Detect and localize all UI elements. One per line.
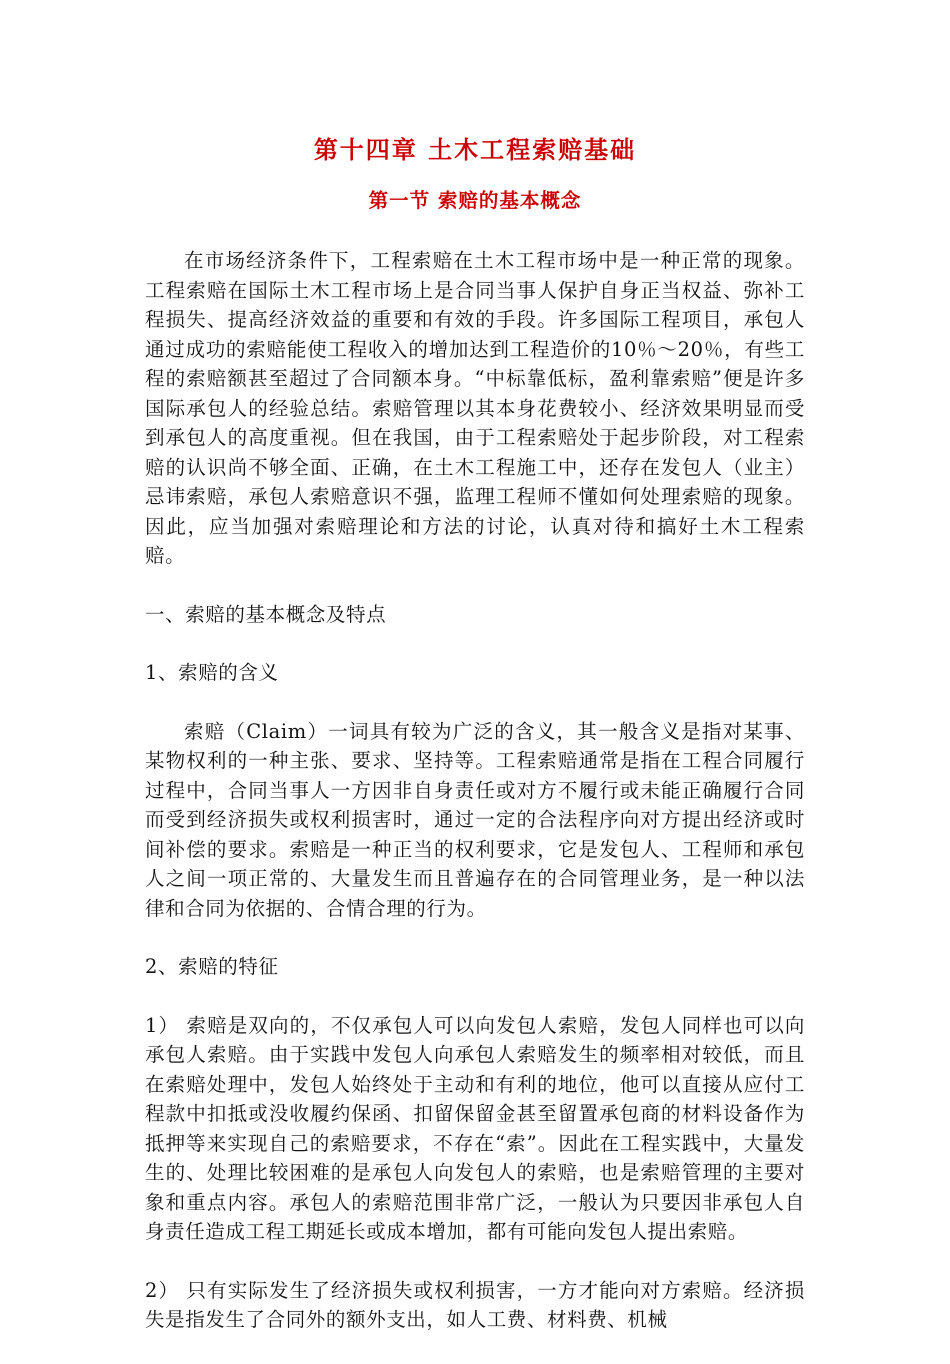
feature-item-2: 2） 只有实际发生了经济损失或权利损害，一方才能向对方索赔。经济损失是指发生了合同外的额外支出，如人工费、材料费、机械 [145,1278,805,1331]
heading-basic-concepts: 一、索赔的基本概念及特点 [145,602,387,626]
feature-item-1: 1） 索赔是双向的，不仅承包人可以向发包人索赔，发包人同样也可以向承包人索赔。由于实践中发包人向承包人索赔发生的频率相对较低，而且在索赔处理中，发包人始终处于主动和有利的地位，他可以直接从应付工程款中扣抵或没收履约保函、扣留保留金甚至留置承包商的材料设备作为抵押等来实现自己的索赔要求，不存在“索”。因此在工程实践中，大量发生的、处理比较困难的是承包人向发包人的索赔，也是索赔管理的主要对象和重点内容。承包人的索赔范围非常广泛，一般认为只要因非承包人自身责任造成工程工期延长或成本增加，都有可能向发包人提出索赔。 [145,1013,805,1243]
section-title: 第一节 索赔的基本概念 [368,189,582,212]
subheading-features: 2、索赔的特征 [145,955,279,978]
meaning-paragraph: 索赔（Claim）一词具有较为广泛的含义，其一般含义是指对某事、某物权利的一种主张、要求、坚持等。工程索赔通常是指在工程合同履行过程中，合同当事人一方因非自身责任或对方不履行或未能正确履行合同而受到经济损失或权利损害时，通过一定的合法程序向对方提出经济或时间补偿的要求。索赔是一种正当的权利要求，它是发包人、工程师和承包人之间一项正常的、大量发生而且普遍存在的合同管理业务，是一种以法律和合同为依据的、合情合理的行为。 [145,719,805,920]
chapter-title: 第十四章 土木工程索赔基础 [313,135,637,164]
document-body [145,132,805,1364]
intro-paragraph: 在市场经济条件下，工程索赔在土木工程市场中是一种正常的现象。工程索赔在国际土木工程市场上是合同当事人保护自身正当权益、弥补工程损失、提高经济效益的重要和有效的手段。许多国际工程项目，承包人通过成功的索赔能使工程收入的增加达到工程造价的10％～20％，有些工程的索赔额甚至超过了合同额本身。“中标靠低标，盈利靠索赔”便是许多国际承包人的经验总结。索赔管理以其本身花费较小、经济效果明显而受到承包人的高度重视。但在我国，由于工程索赔处于起步阶段，对工程索赔的认识尚不够全面、正确，在土木工程施工中，还存在发包人（业主）忌讳索赔，承包人索赔意识不强，监理工程师不懂如何处理索赔的现象。因此，应当加强对索赔理论和方法的讨论，认真对待和搞好土木工程索赔。 [145,249,805,567]
subheading-meaning: 1、索赔的含义 [145,661,279,684]
